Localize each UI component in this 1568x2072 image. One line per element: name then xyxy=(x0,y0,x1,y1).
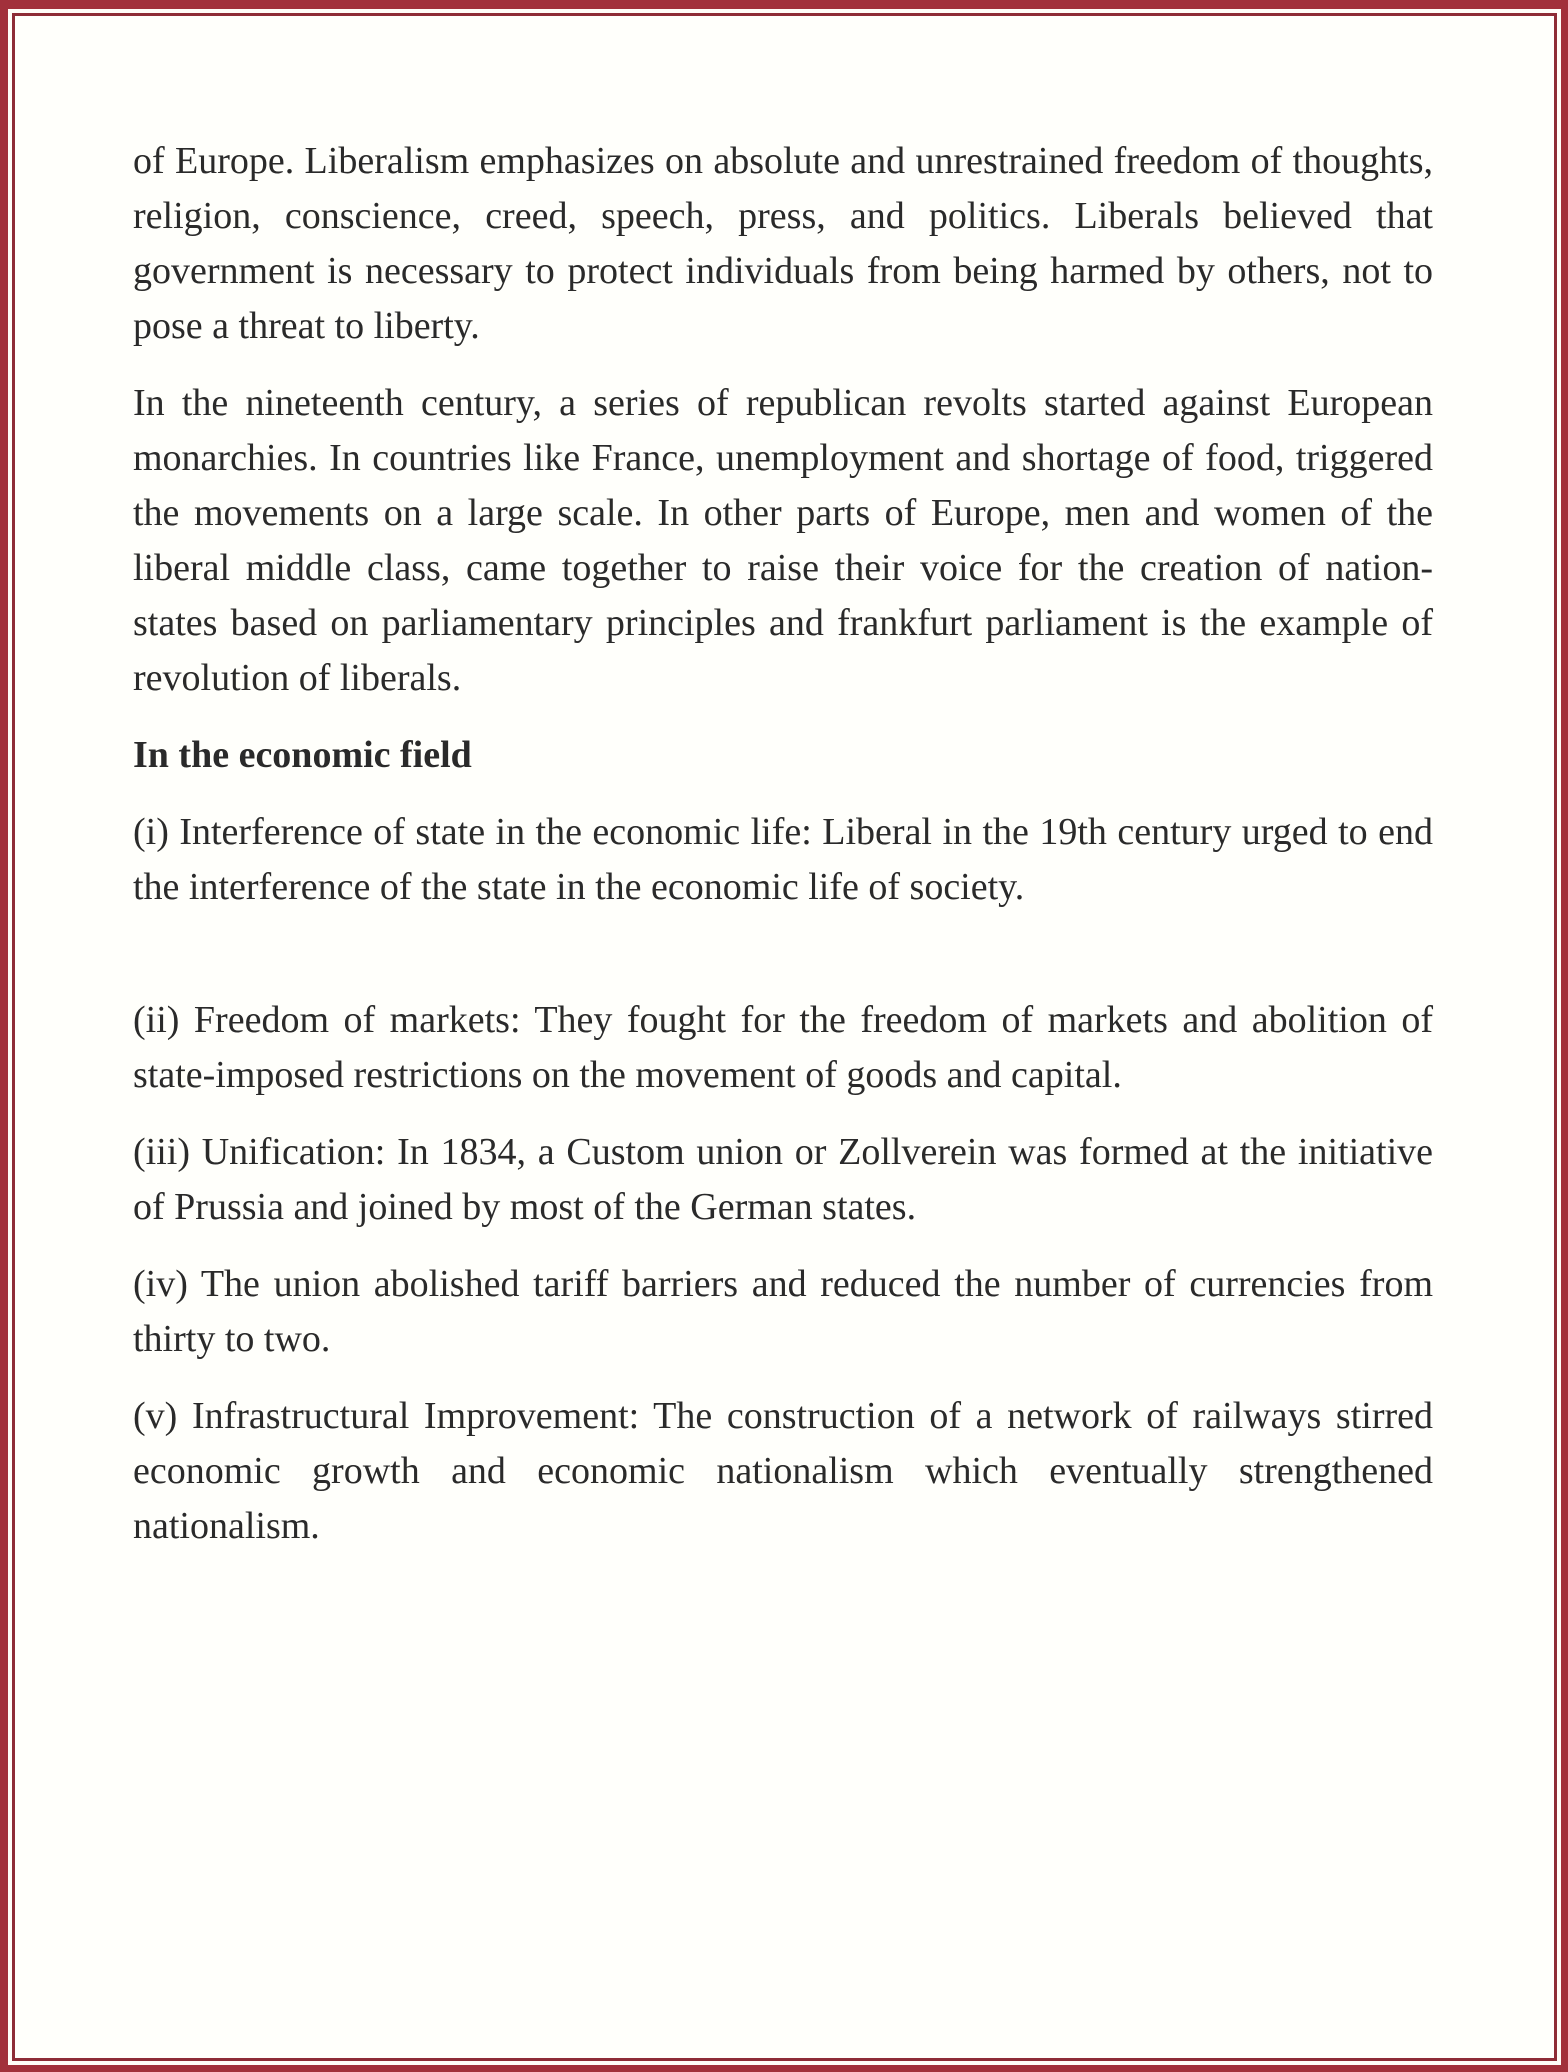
point-freedom-of-markets: (ii) Freedom of markets: They fought for the freedom of markets and abolition of state-imposed restrictions on the movement of goods and capital. xyxy=(133,999,1433,1096)
point-tariff-barriers: (iv) The union abolished tariff barriers and reduced the number of currencies from thirty to two. xyxy=(133,1263,1433,1360)
paragraph-liberalism: of Europe. Liberalism emphasizes on absolute and unrestrained freedom of thoughts, religion, conscience, creed, speech, press, and politics. Liberals believed that government is necessary to protect individuals from being harmed by others, not to pose a threat to liberty. xyxy=(133,140,1433,347)
point-unification: (iii) Unification: In 1834, a Custom union or Zollverein was formed at the initiative of Prussia and joined by most of the German states. xyxy=(133,1131,1433,1228)
section-heading-economic-field: In the economic field xyxy=(133,734,472,776)
paragraph-republican-revolts: In the nineteenth century, a series of republican revolts started against European monarchies. In countries like France, unemployment and shortage of food, triggered the movements on a large scale. In other parts of Europe, men and women of the liberal middle class, came together to raise their voice for the creation of nation-states based on parliamentary principles and frankfurt parliament is the example of revolution of liberals. xyxy=(133,382,1433,699)
point-infrastructural-improvement: (v) Infrastructural Improvement: The construction of a network of railways stirred economic growth and economic nationalism which eventually strengthened nationalism. xyxy=(133,1395,1433,1547)
document-body xyxy=(133,134,1433,1576)
blank-spacer xyxy=(133,937,1433,993)
point-interference-of-state: (i) Interference of state in the economic life: Liberal in the 19th century urged to end the interference of the state in the economic life of society. xyxy=(133,811,1433,908)
